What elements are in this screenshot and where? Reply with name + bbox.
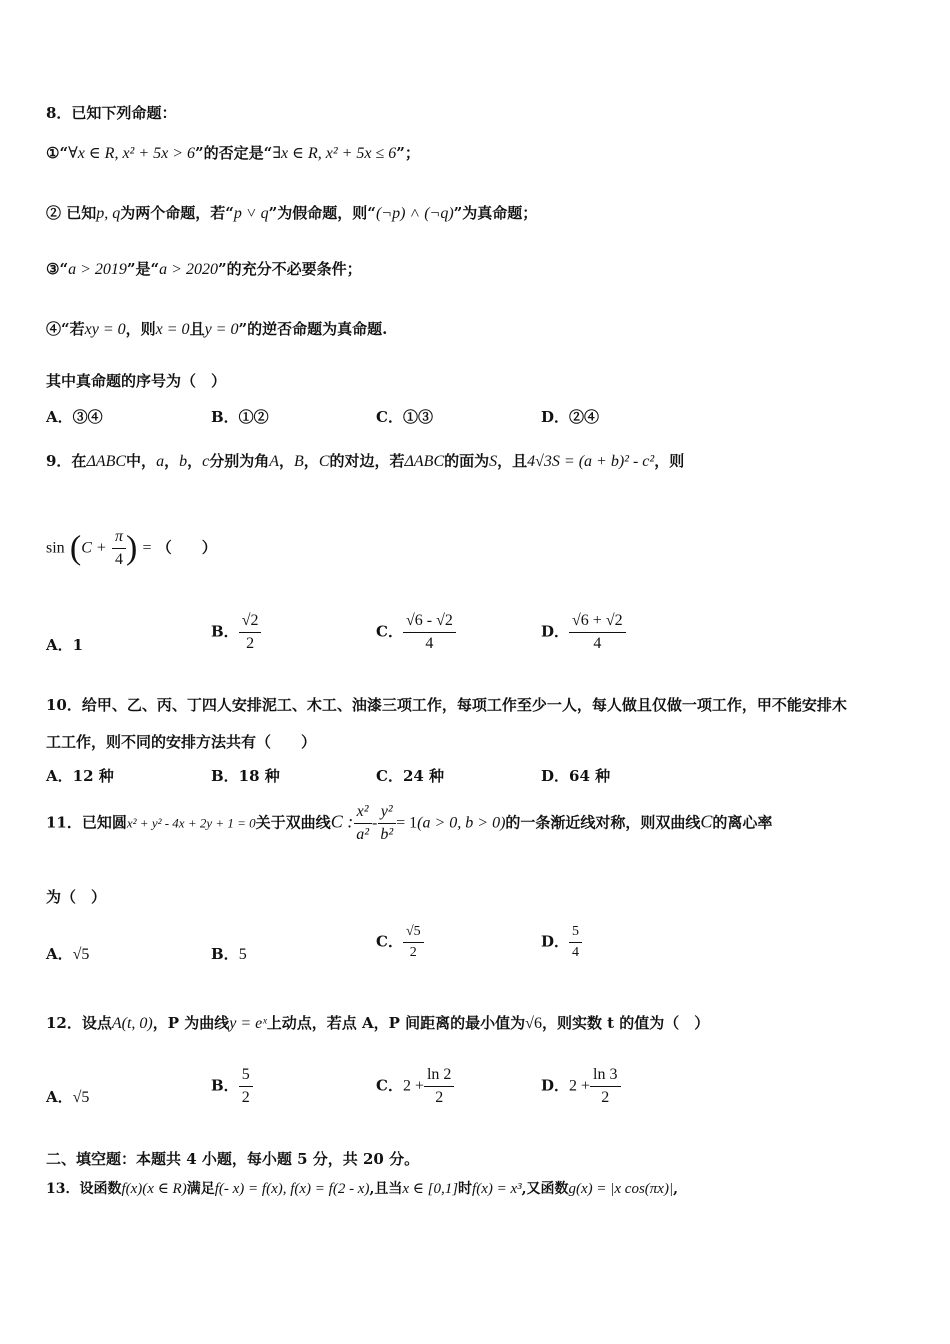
q11-option-a: A．√5 [46, 945, 90, 963]
q13-stem: 13．设函数f(x)(x ∈ R)满足f(- x) = f(x), f(x) = f(2 - x),且当x ∈ [0,1]时f(x) = x³,又函数g(x) = |x cos(πx)|, [46, 1181, 678, 1197]
q8-statement-3: ③“a > 2019”是“a > 2020”的充分不必要条件； [46, 260, 362, 278]
q10-option-d: D．64 种 [541, 767, 611, 785]
q10-option-a: A．12 种 [46, 767, 114, 785]
q11-stem: 11．已知圆x² + y² - 4x + 2y + 1 = 0关于双曲线C : $\frac{\text{x²}}{\text{a²}}$ - $\frac{\text{y²}}{\text{b²}}$ = 1(a > 0, b > 0)的一条渐近线对称，则双曲线C的离心率 [46, 803, 773, 843]
q8-ask: 其中真命题的序号为（ ） [46, 372, 227, 390]
q12-option-d: D．2 + $\frac{\ln 3}{2}$ [541, 1066, 621, 1107]
q8-option-d: D．②④ [541, 408, 600, 426]
q9-option-b: B． $\frac{√2}{2}$ [211, 612, 261, 653]
q12-option-a: A．√5 [46, 1088, 90, 1106]
q11-option-b: B．5 [211, 945, 247, 963]
q9-expression: sin (C + $\frac{\pi}{4}$ ) = （ ） [46, 528, 217, 568]
q10-line-2: 工工作，则不同的安排方法共有（ ） [46, 733, 317, 751]
q9-option-a: A．1 [46, 636, 84, 654]
q9-option-c: C． $\frac{√6 - √2}{4}$ [376, 612, 456, 653]
q8-statement-2: ② 已知p, q为两个命题，若“p ˅ q”为假命题，则“(¬p) ˄ (¬q)”为真命题； [46, 204, 538, 222]
q8-option-b: B．①② [211, 408, 269, 426]
q9-stem: 9．在ΔABC中，a，b，c分别为角A，B，C的对边，若ΔABC的面为S，且4√3S = (a + b)² - c²，则 [46, 452, 685, 470]
q8-head: 8．已知下列命题： [46, 104, 177, 122]
q10-option-c: C．24 种 [376, 767, 445, 785]
q8-statement-4: ④“若xy = 0，则x = 0且y = 0”的逆否命题为真命题. [46, 320, 388, 338]
q11-option-d: D． $\frac{5}{4}$ [541, 924, 582, 961]
q11-line-2: 为（ ） [46, 888, 107, 906]
section-2-title: 二、填空题：本题共 4 小题，每小题 5 分，共 20 分。 [46, 1150, 420, 1168]
q8-option-a: A．③④ [46, 408, 103, 426]
q12-option-c: C．2 + $\frac{\ln 2}{2}$ [376, 1066, 454, 1107]
q12-stem: 12．设点A(t, 0)，P 为曲线y = eˣ上动点，若点 A，P 间距离的最小值为√6，则实数 t 的值为（ ） [46, 1014, 710, 1032]
q10-line-1: 10．给甲、乙、丙、丁四人安排泥工、木工、油漆三项工作，每项工作至少一人，每人做且仅做一项工作，甲不能安排木 [46, 696, 847, 714]
q12-option-b: B． $\frac{5}{2}$ [211, 1066, 253, 1107]
q11-option-c: C． $\frac{√5}{2}$ [376, 924, 424, 961]
q9-pi-over-4: $\frac{\pi}{4}$ [112, 528, 126, 569]
q8-statement-1: ①“∀x ∈ R, x² + 5x > 6”的否定是“∃x ∈ R, x² + 5x ≤ 6”； [46, 144, 420, 162]
q9-option-d: D． $\frac{√6 + √2}{4}$ [541, 612, 626, 653]
q8-option-c: C．①③ [376, 408, 433, 426]
q10-option-b: B．18 种 [211, 767, 280, 785]
